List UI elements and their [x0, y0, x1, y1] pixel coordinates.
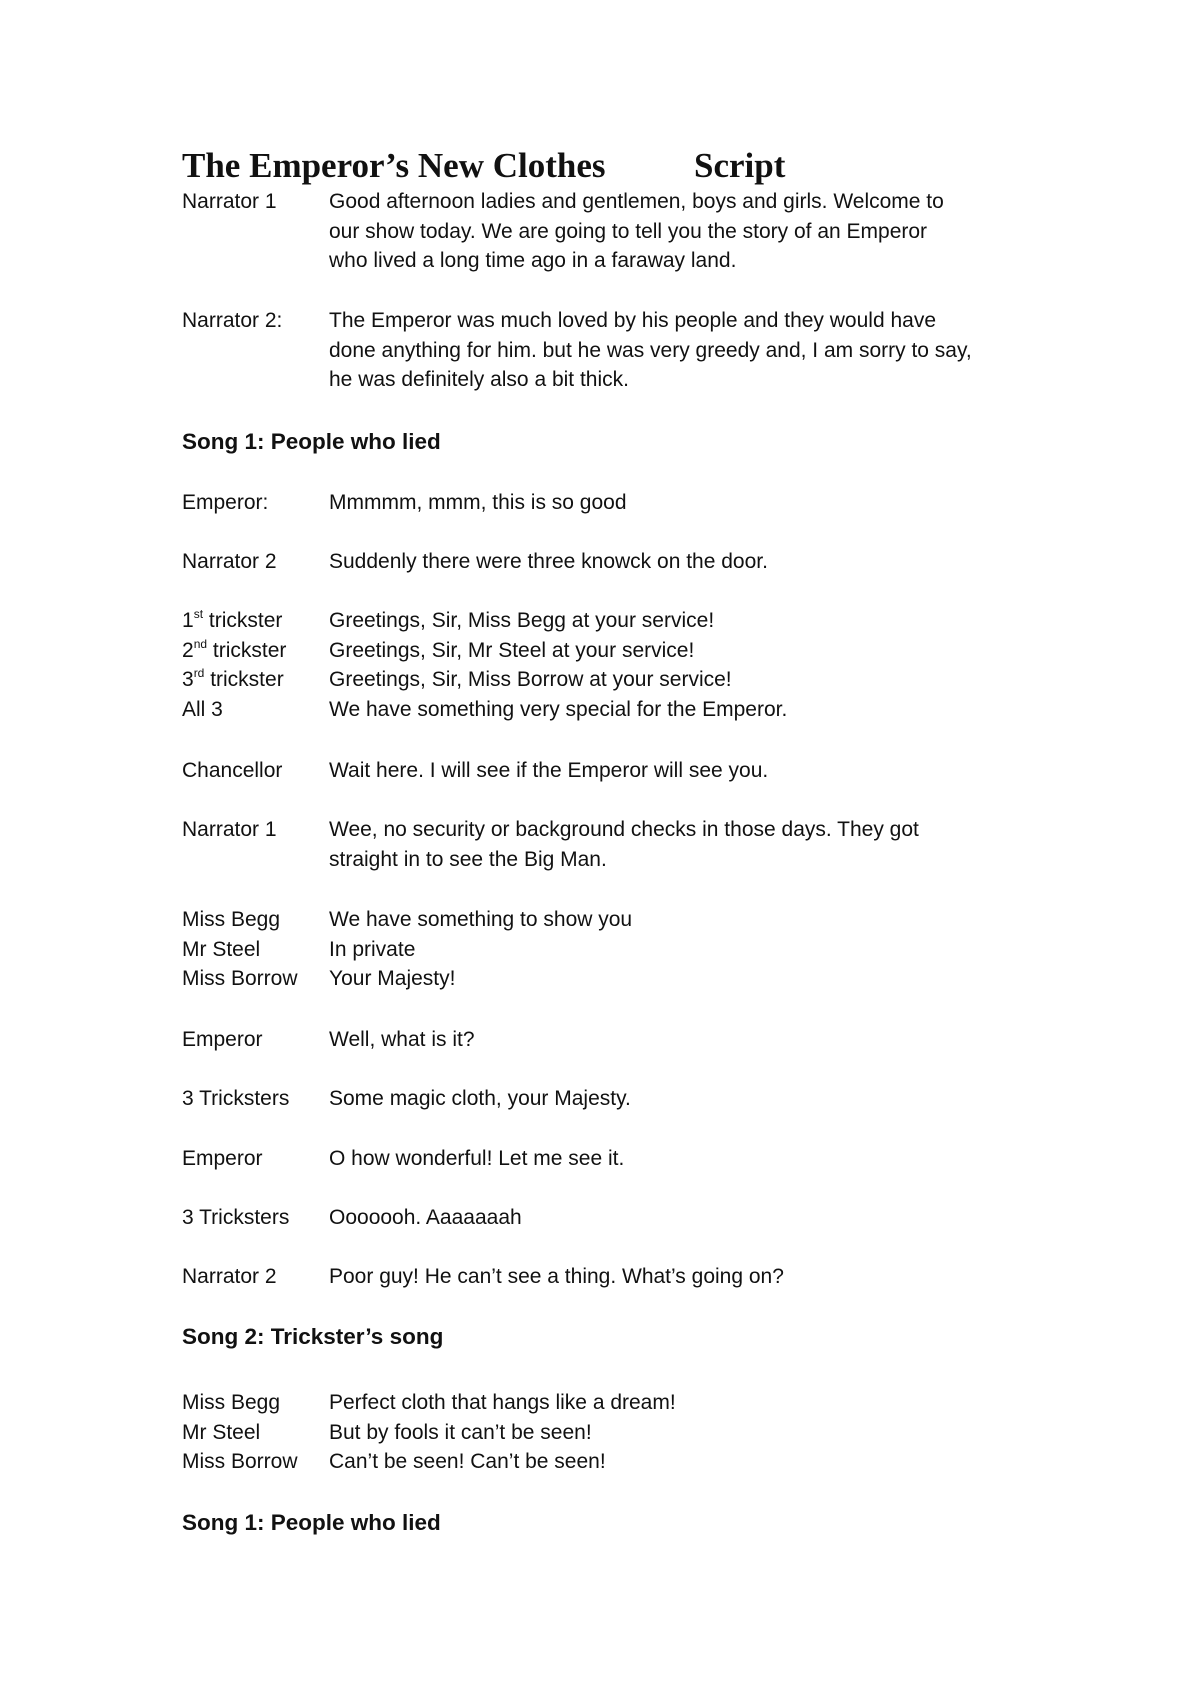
- dialogue-line: Your Majesty!: [329, 967, 456, 990]
- song-heading-2: Song 2: Trickster’s song: [182, 1324, 444, 1349]
- dialogue-line: Wait here. I will see if the Emperor will see you.: [329, 759, 769, 782]
- dialogue-line: Ooooooh. Aaaaaaah: [329, 1206, 522, 1229]
- speaker-label: Emperor:: [182, 491, 269, 514]
- dialogue-line: We have something very special for the Emperor.: [329, 697, 788, 721]
- title-text: The Emperor’s New Clothes: [182, 146, 606, 185]
- speaker-label: Narrator 2:: [182, 309, 283, 332]
- dialogue-line: our show today. We are going to tell you the story of an Emperor: [329, 219, 928, 243]
- dialogue-line: Good afternoon ladies and gentlemen, boys and girls. Welcome to: [329, 190, 944, 213]
- speaker-label: Miss Borrow: [182, 1450, 298, 1473]
- speaker-label: Narrator 2: [182, 550, 277, 573]
- speaker-label: Narrator 1: [182, 190, 277, 213]
- dialogue-line: O how wonderful! Let me see it.: [329, 1147, 625, 1170]
- dialogue-line: Mmmmm, mmm, this is so good: [329, 491, 627, 514]
- page-title: [182, 146, 786, 186]
- dialogue-line: Greetings, Sir, Mr Steel at your service!: [329, 638, 695, 662]
- speaker-label: Emperor: [182, 1147, 263, 1170]
- speaker-label: Chancellor: [182, 759, 283, 782]
- dialogue-line: But by fools it can’t be seen!: [329, 1420, 592, 1444]
- speaker-label: Emperor: [182, 1028, 263, 1051]
- speaker-label: 1st trickster: [182, 607, 283, 632]
- dialogue-line: Some magic cloth, your Majesty.: [329, 1087, 631, 1110]
- dialogue-line: done anything for him. but he was very greedy and, I am sorry to say,: [329, 338, 972, 362]
- title-suffix: Script: [694, 146, 786, 185]
- dialogue-line: he was definitely also a bit thick.: [329, 368, 629, 391]
- dialogue-line: Can’t be seen! Can’t be seen!: [329, 1450, 606, 1473]
- dialogue-line: Well, what is it?: [329, 1028, 475, 1051]
- speaker-label: 2nd trickster: [182, 636, 287, 662]
- dialogue-line: Poor guy! He can’t see a thing. What’s going on?: [329, 1265, 784, 1288]
- dialogue-line: Greetings, Sir, Miss Borrow at your service!: [329, 668, 732, 691]
- speaker-label: Narrator 1: [182, 818, 277, 841]
- dialogue-line: We have something to show you: [329, 908, 633, 931]
- dialogue-line: Wee, no security or background checks in those days. They got: [329, 818, 919, 841]
- speaker-label: 3 Tricksters: [182, 1087, 290, 1110]
- speaker-label: Miss Borrow: [182, 967, 298, 990]
- speaker-label: Mr Steel: [182, 1420, 261, 1444]
- dialogue-line: Perfect cloth that hangs like a dream!: [329, 1391, 676, 1414]
- speaker-label: 3 Tricksters: [182, 1206, 290, 1229]
- dialogue-line: Suddenly there were three knowck on the door.: [329, 550, 768, 573]
- dialogue-line: Greetings, Sir, Miss Begg at your service!: [329, 609, 715, 632]
- dialogue-line: In private: [329, 937, 416, 961]
- speaker-label: 3rd trickster: [182, 666, 284, 691]
- song-heading-1-reprise: Song 1: People who lied: [182, 1510, 441, 1535]
- speaker-label: All 3: [182, 697, 223, 721]
- dialogue-line: The Emperor was much loved by his people and they would have: [329, 309, 937, 332]
- speaker-label: Miss Begg: [182, 1391, 281, 1414]
- song-heading-1: Song 1: People who lied: [182, 429, 441, 454]
- speaker-label: Narrator 2: [182, 1265, 277, 1288]
- dialogue-line: straight in to see the Big Man.: [329, 847, 607, 871]
- dialogue-line: who lived a long time ago in a faraway land.: [329, 249, 737, 272]
- speaker-label: Miss Begg: [182, 908, 281, 931]
- speaker-label: Mr Steel: [182, 937, 261, 961]
